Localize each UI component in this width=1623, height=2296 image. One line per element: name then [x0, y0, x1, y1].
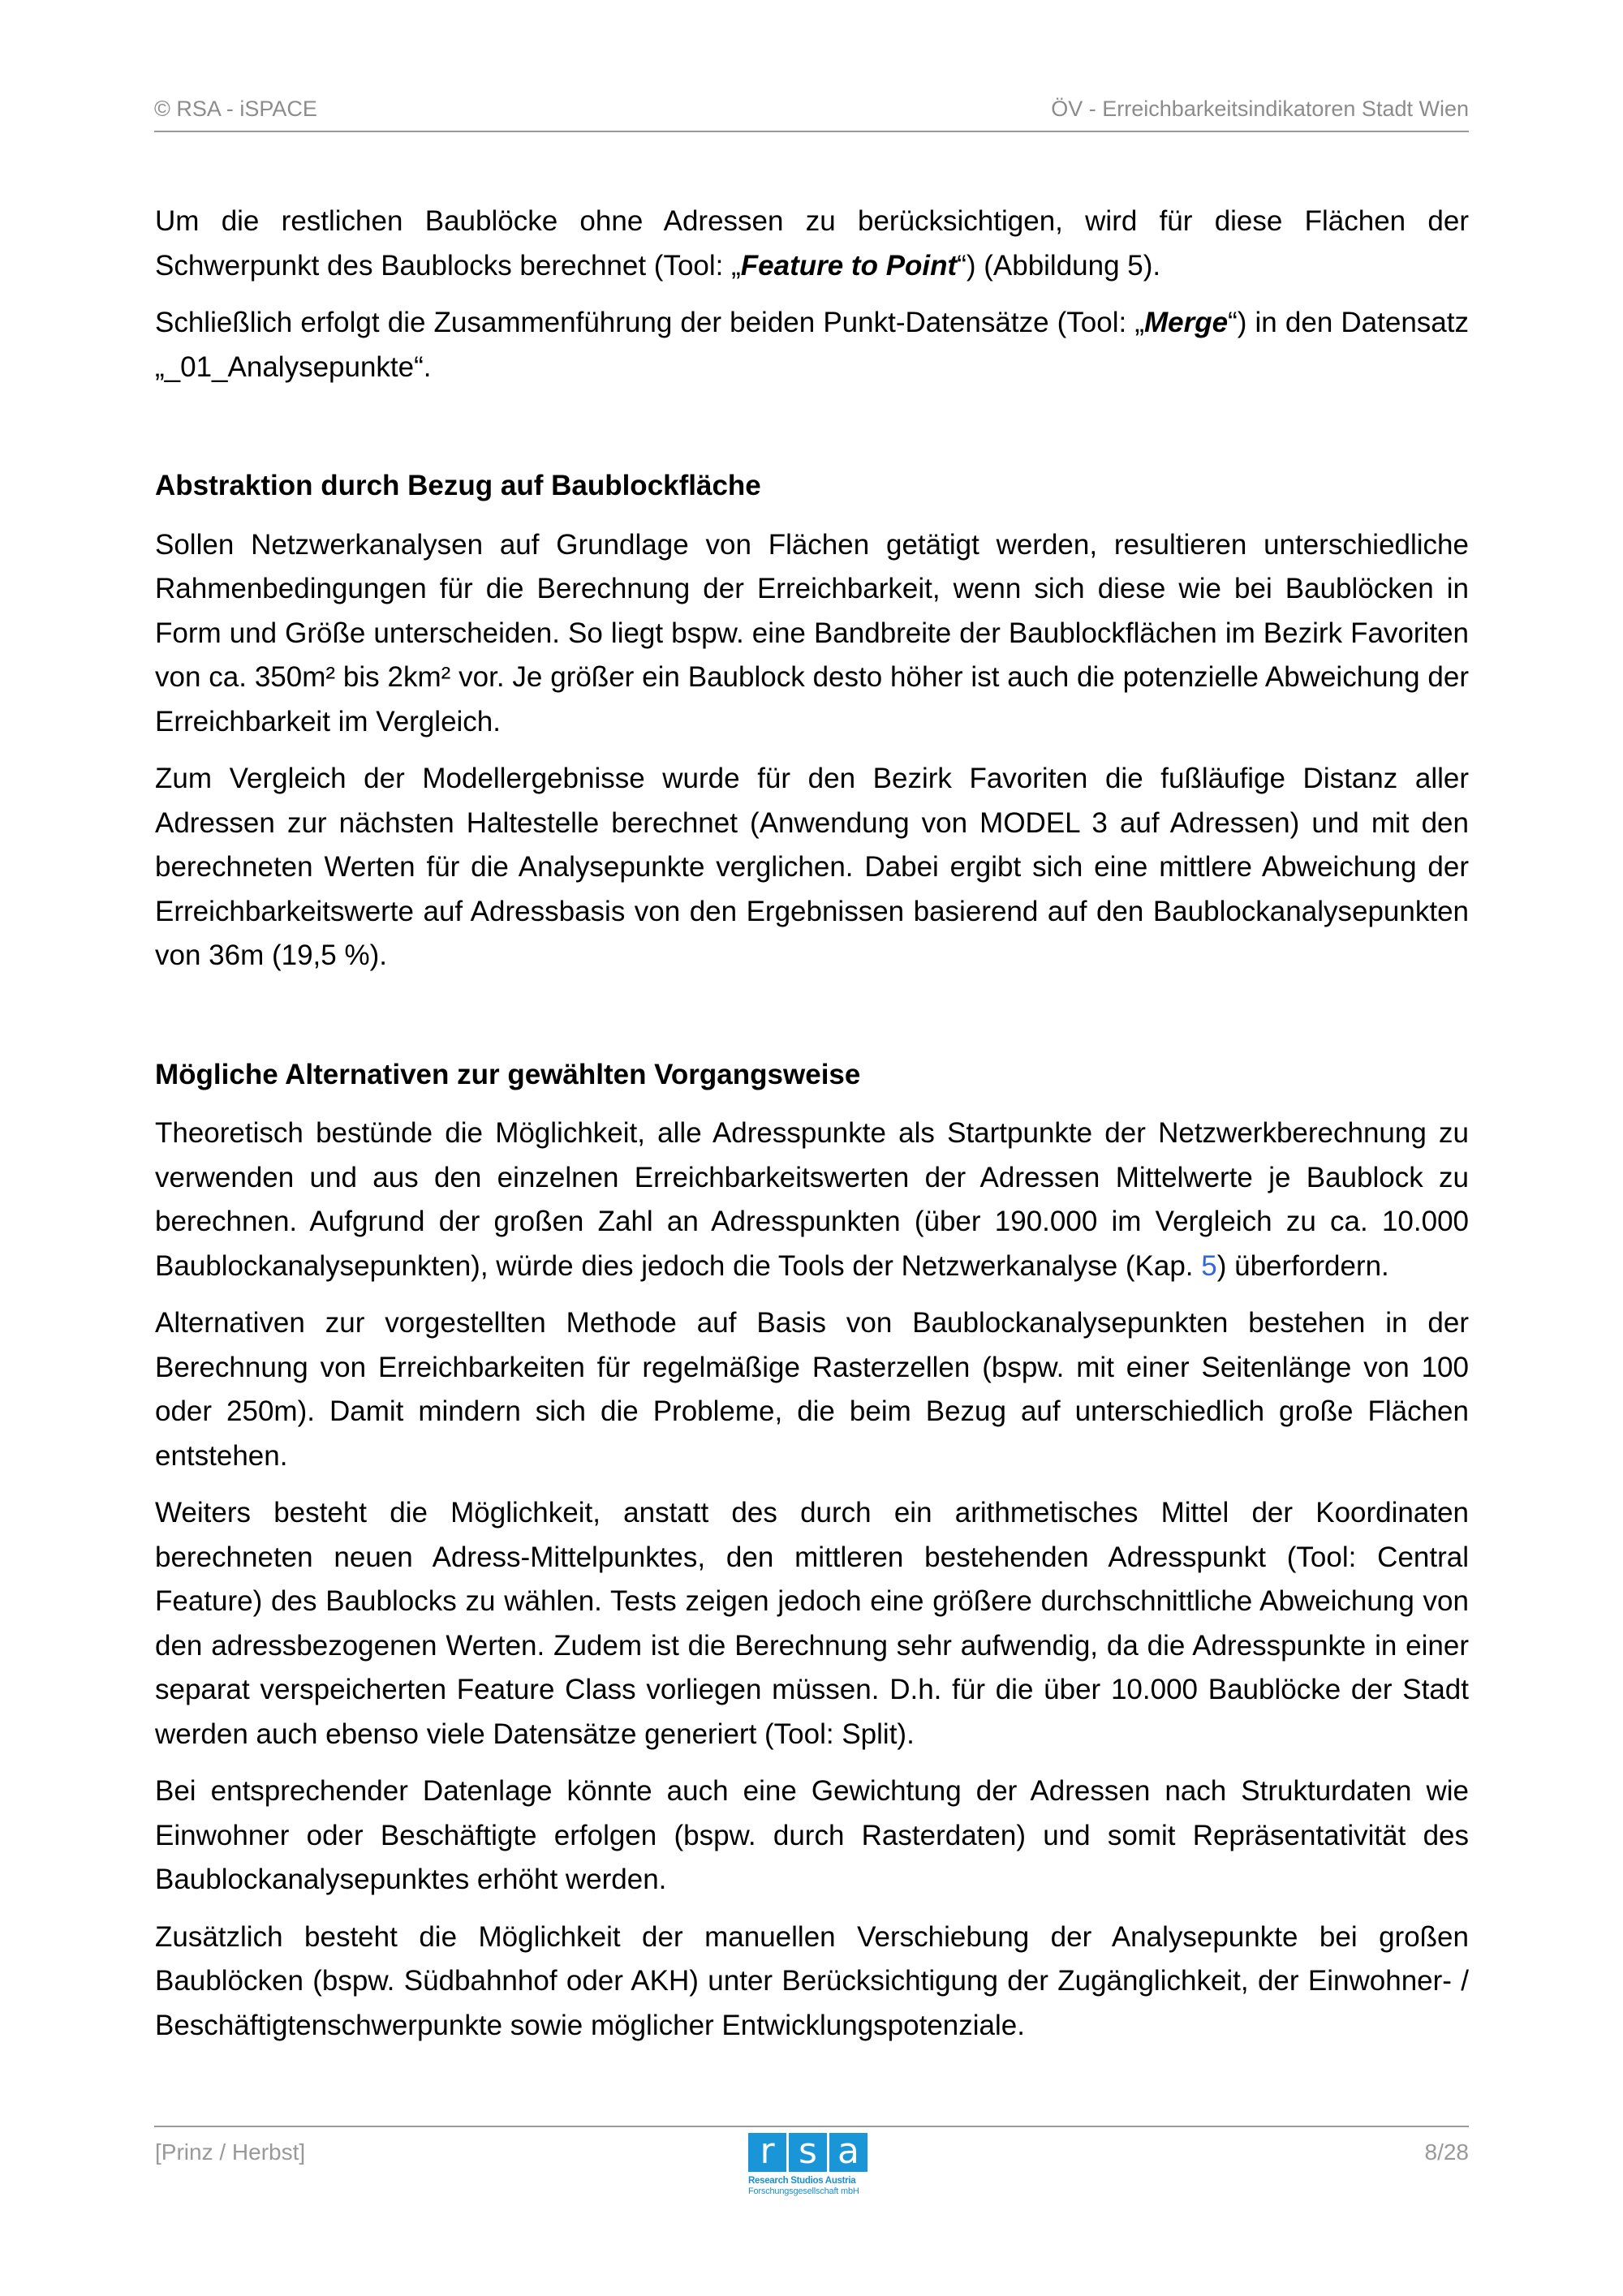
paragraph-feature-to-point: Um die restlichen Baublöcke ohne Adressen zu berücksichtigen, wird für diese Flächen der Schwerpunkt des Baublocks berechnet (Tool: „Feature to Point“) (Abbildung 5).	[155, 205, 1469, 282]
rsa-logo	[748, 2130, 878, 2196]
paragraph-rasterzellen: Alternativen zur vorgestellten Methode auf Basis von Baublockanalysepunkten bestehen in der Berechnung von Erreichbarkeiten für regelmäßige Rasterzellen (bspw. mit einer Seitenlänge von 100 oder 250m). Damit mindern sich die Probleme, die beim Bezug auf unterschiedlich große Flächen entstehen.	[155, 1307, 1469, 1472]
page-body	[155, 200, 1469, 2061]
logo-letter-a: a	[829, 2133, 867, 2172]
page-number: 8/28	[1424, 2139, 1469, 2165]
logo-organization-subtitle: Forschungsgesellschaft mbH	[748, 2186, 859, 2196]
logo-letter-r: r	[748, 2133, 786, 2172]
rsa-logo-mark	[748, 2130, 878, 2172]
paragraph-adresspunkte: Theoretisch bestünde die Möglichkeit, alle Adresspunkte als Startpunkte der Netzwerkberechnung zu verwenden und aus den einzelnen Erreichbarkeitswerten der Adressen Mittelwerte je Baublock zu berechnen. Aufgrund der großen Zahl an Adresspunkten (über 190.000 im Vergleich zu ca. 10.000 Baublockanalysepunkten), würde dies jedoch die Tools der Netzwerkanalyse (Kap. 5) überfordern.	[155, 1117, 1469, 1282]
header-divider	[154, 131, 1469, 132]
paragraph-modellvergleich: Zum Vergleich der Modellergebnisse wurde für den Bezirk Favoriten die fußläufige Distanz aller Adressen zur nächsten Haltestelle berechnet (Anwendung von MODEL 3 auf Adressen) und mit den berechneten Werten für die Analysepunkte verglichen. Dabei ergibt sich eine mittlere Abweichung der Erreichbarkeitswerte auf Adressbasis von den Ergebnissen basierend auf den Baublockanalysepunkten von 36m (19,5 %).	[155, 763, 1469, 971]
footer-authors: [Prinz / Herbst]	[155, 2139, 306, 2165]
chapter-link[interactable]: 5	[1201, 1249, 1217, 1282]
tool-name-merge: Merge	[1144, 307, 1229, 338]
footer-divider	[154, 2126, 1469, 2127]
tool-name-feature-to-point: Feature to Point	[740, 249, 958, 282]
paragraph-abstraktion: Sollen Netzwerkanalysen auf Grundlage von Flächen getätigt werden, resultieren unterschiedliche Rahmenbedingungen für die Berechnung der Erreichbarkeit, wenn sich diese wie bei Baublöcken in Form und Größe unterscheiden. So liegt bspw. eine Bandbreite der Baublockflächen im Bezirk Favoriten von ca. 350m² bis 2km² vor. Je größer ein Baublock desto höher ist auch die potenzielle Abweichung der Erreichbarkeit im Vergleich.	[155, 528, 1469, 737]
header-copyright: © RSA - iSPACE	[154, 97, 317, 121]
paragraph-merge: Schließlich erfolgt die Zusammenführung der beiden Punkt-Datensätze (Tool: „Merge“) in den Datensatz „_01_Analysepunkte“.	[155, 307, 1469, 383]
section-heading-alternativen: Mögliche Alternativen zur gewählten Vorgangsweise	[155, 1058, 861, 1090]
paragraph-central-feature: Weiters besteht die Möglichkeit, anstatt des durch ein arithmetisches Mittel der Koordinaten berechneten neuen Adress-Mittelpunktes, den mittleren bestehenden Adresspunkt (Tool: Central Feature) des Baublocks zu wählen. Tests zeigen jedoch eine größere durchschnittliche Abweichung von den adressbezogenen Werten. Zudem ist die Berechnung sehr aufwendig, da die Adresspunkte in einer separat verspeicherten Feature Class vorliegen müssen. D.h. für die über 10.000 Baublöcke der Stadt werden auch ebenso viele Datensätze generiert (Tool: Split).	[155, 1497, 1469, 1750]
section-heading-abstraktion: Abstraktion durch Bezug auf Baublockfläche	[155, 470, 761, 501]
paragraph-verschiebung: Zusätzlich besteht die Möglichkeit der manuellen Verschiebung der Analysepunkte bei großen Baublöcken (bspw. Südbahnhof oder AKH) unter Berücksichtigung der Zugänglichkeit, der Einwohner- / Beschäftigtenschwerpunkte sowie möglicher Entwicklungspotenziale.	[155, 1920, 1469, 2041]
logo-letter-s: s	[789, 2133, 827, 2172]
paragraph-gewichtung: Bei entsprechender Datenlage könnte auch eine Gewichtung der Adressen nach Strukturdaten wie Einwohner oder Beschäftigte erfolgen (bspw. durch Rasterdaten) und somit Repräsentativität des Baublockanalysepunktes erhöht werden.	[155, 1775, 1469, 1895]
logo-organization-name: Research Studios Austria	[748, 2176, 856, 2186]
header-document-title: ÖV - Erreichbarkeitsindikatoren Stadt Wien	[1051, 97, 1469, 121]
